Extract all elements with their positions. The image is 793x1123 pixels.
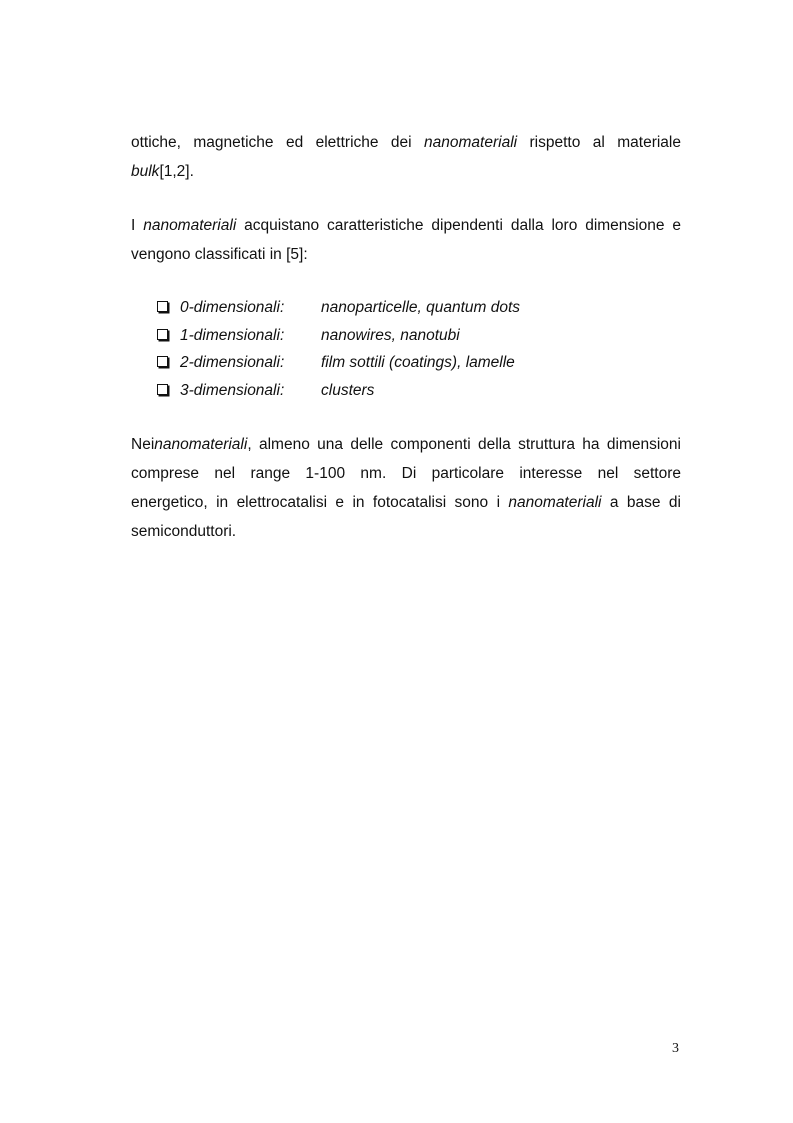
list-item-value: film sottili (coatings), lamelle — [321, 354, 515, 372]
list-item — [157, 322, 657, 350]
list-item-value: nanoparticelle, quantum dots — [321, 299, 521, 316]
list-item-label: 0-dimensionali: — [180, 299, 285, 316]
list-item-label: 2-dimensionali: — [180, 354, 285, 372]
list-item-label: 1-dimensionali: — [180, 326, 285, 344]
text-run: I — [131, 217, 144, 234]
text-run: Nei — [131, 436, 155, 453]
text-run: ottiche, magnetiche ed elettriche dei — [131, 134, 425, 151]
paragraph-line — [131, 157, 681, 186]
paragraph-properties — [131, 128, 681, 186]
page-number: 3 — [672, 1041, 679, 1056]
paragraph-line: comprese nel range 1-100 nm. Di particolare interesse nel settore — [131, 465, 681, 482]
italic-term: nanomateriali — [424, 134, 518, 151]
italic-term: nanomateriali — [508, 494, 602, 511]
checkbox-icon — [157, 329, 168, 340]
text-run: [1,2]. — [159, 163, 194, 180]
list-item — [157, 294, 657, 322]
paragraph-line — [131, 430, 681, 459]
list-item-value: clusters — [321, 382, 375, 400]
paragraph-line — [131, 128, 681, 157]
dimension-classification-list — [157, 294, 657, 405]
checkbox-icon — [157, 301, 168, 312]
text-run: acquistano caratteristiche dipendenti dalla loro dimensione e — [236, 217, 681, 234]
paragraph-line: vengono classificati in [5]: — [131, 246, 308, 263]
list-item — [157, 377, 657, 405]
checkbox-icon — [157, 384, 168, 395]
paragraph-classification-intro — [131, 211, 681, 269]
italic-term: bulk — [131, 163, 160, 180]
text-run: energetico, in elettrocatalisi e in fotocatalisi sono i — [131, 494, 509, 511]
paragraph-nanomaterials-definition — [131, 430, 681, 546]
list-item-label: 3-dimensionali: — [180, 382, 285, 400]
checkbox-icon — [157, 356, 168, 367]
paragraph-line — [131, 488, 681, 517]
text-run: a base di — [601, 494, 681, 511]
text-run: , almeno una delle componenti della struttura ha dimensioni — [247, 436, 681, 453]
list-item-value: nanowires, nanotubi — [321, 326, 460, 344]
text-run: rispetto al materiale — [517, 134, 681, 151]
italic-term: nanomateriali — [154, 436, 248, 453]
paragraph-line: semiconduttori. — [131, 523, 237, 540]
list-item — [157, 349, 657, 377]
italic-term: nanomateriali — [143, 217, 237, 234]
paragraph-line — [131, 211, 681, 240]
